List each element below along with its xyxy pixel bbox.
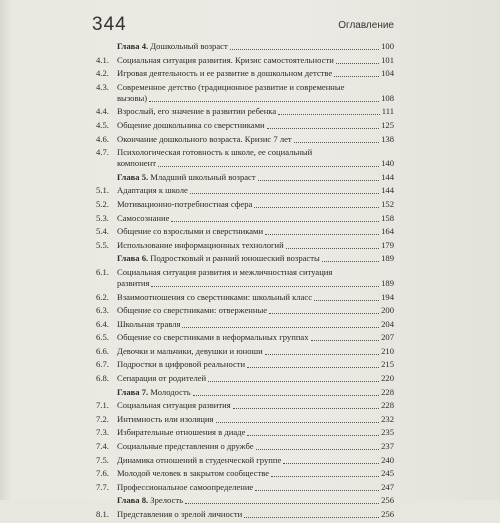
- toc-entry-title: вызовы): [117, 92, 148, 103]
- toc-entry: [96, 55, 394, 66]
- toc-entry: [96, 482, 394, 493]
- toc-entry: [96, 82, 394, 104]
- page-number: 344: [92, 14, 127, 35]
- dot-leader: [258, 179, 379, 181]
- toc-entry: [96, 373, 394, 384]
- chapter-title: Дошкольный возраст: [148, 41, 228, 51]
- chapter-title: Подростковый и ранний юношеский возрасты: [148, 253, 320, 264]
- toc-entry-number: 6.3.: [96, 305, 109, 316]
- toc-page-number: 164: [381, 226, 394, 237]
- chapter-label: Глава 4.: [117, 41, 149, 51]
- toc-entry-number: 4.7.: [96, 147, 109, 158]
- toc-page-number: 200: [381, 305, 394, 316]
- toc-entry-title: Девочки и мальчики, девушки и юноши: [117, 345, 263, 356]
- dot-leader: [247, 434, 379, 436]
- toc-page-number: 138: [381, 133, 394, 144]
- toc-entry-number: 6.6.: [96, 345, 109, 356]
- toc-entry-title: Современное детство (традиционное развитие и современные: [117, 81, 345, 92]
- chapter-label: Глава 6.: [117, 253, 149, 264]
- toc-entry-title: Общение со взрослыми и сверстниками: [117, 226, 264, 237]
- toc-entry-title: Социальная ситуация развития и межличностная ситуация: [117, 266, 333, 277]
- dot-leader: [149, 100, 379, 102]
- toc-page-number: 189: [381, 277, 394, 288]
- toc-entry-title: Окончание дошкольного возраста. Кризис 7 лет: [117, 133, 292, 144]
- dot-leader: [254, 206, 379, 208]
- dot-leader: [314, 299, 379, 301]
- dot-leader: [283, 462, 379, 464]
- chapter-label: Глава 8.: [117, 495, 149, 506]
- toc-entry: [96, 359, 394, 370]
- toc-entry: [96, 305, 394, 316]
- dot-leader: [171, 220, 379, 222]
- dot-leader: [294, 141, 379, 143]
- toc-entry: [96, 427, 394, 438]
- toc-entry: [96, 400, 394, 411]
- toc-page-number: 228: [381, 386, 394, 397]
- dot-leader: [265, 233, 379, 235]
- toc-entry-title: Школьная травля: [117, 318, 181, 329]
- toc-page-number: 179: [381, 239, 394, 250]
- dot-leader: [334, 75, 379, 77]
- dot-leader: [190, 192, 379, 194]
- dot-leader: [244, 516, 379, 518]
- toc-entry-title: Социальная ситуация развития: [117, 400, 231, 411]
- toc-entry-title: Сепарация от родителей: [117, 373, 207, 384]
- toc-entry-title: Самосознание: [117, 212, 170, 223]
- dot-leader: [267, 127, 379, 129]
- toc-page-number: 189: [381, 253, 394, 264]
- toc-entry-title: Интимность или изоляция: [117, 413, 214, 424]
- toc-entry: [96, 441, 394, 452]
- toc-entry-number: 7.3.: [96, 427, 109, 438]
- dot-leader: [256, 448, 380, 450]
- toc-entry-number: 4.2.: [96, 68, 109, 79]
- toc-entry-number: 6.7.: [96, 359, 109, 370]
- toc-page-number: 228: [381, 400, 394, 411]
- toc-entry: [96, 319, 394, 330]
- toc-entry-title: Мотивационно-потребностная сфера: [117, 198, 253, 209]
- dot-leader: [216, 421, 380, 423]
- toc-entry-number: 7.5.: [96, 454, 109, 465]
- toc-entry: [96, 240, 394, 251]
- toc-entry: [96, 68, 394, 79]
- toc-entry: [96, 455, 394, 466]
- chapter-title: Зрелость: [148, 495, 184, 506]
- chapter-title: Младший школьный возраст: [148, 171, 256, 182]
- toc-page-number: 144: [381, 185, 394, 196]
- toc-entry-number: 4.1.: [96, 54, 109, 65]
- dot-leader: [311, 339, 380, 341]
- toc-entry: [96, 468, 394, 479]
- dot-leader: [151, 285, 379, 287]
- toc-entry: [96, 134, 394, 145]
- toc-page-number: 245: [381, 468, 394, 479]
- toc-entry: [96, 185, 394, 196]
- toc-entry-title: Социальная ситуация развития. Кризис самостоятельности: [117, 54, 334, 65]
- toc-entry-number: 6.8.: [96, 373, 109, 384]
- toc-entry: [96, 199, 394, 210]
- dot-leader: [185, 502, 379, 504]
- toc-entry-number: 5.2.: [96, 198, 109, 209]
- toc-entry-title: Профессиональное самоопределение: [117, 481, 254, 492]
- toc-entry-number: 5.4.: [96, 226, 109, 237]
- toc-page-number: 256: [381, 495, 394, 506]
- toc-entry-number: 6.5.: [96, 332, 109, 343]
- toc-chapter: [96, 172, 394, 183]
- toc-entry: [96, 332, 394, 343]
- running-title: Оглавление: [338, 20, 394, 31]
- toc-page-number: 111: [381, 106, 394, 117]
- toc-entry-number: 7.4.: [96, 441, 109, 452]
- dot-leader: [247, 366, 379, 368]
- toc-entry-title: Молодой человек в закрытом сообществе: [117, 468, 270, 479]
- toc-entry-title: Общение со сверстниками: отверженные: [117, 305, 268, 316]
- toc-entry-title: Психологическая готовность к школе, ее социальный: [117, 147, 313, 158]
- toc-entry-number: 7.2.: [96, 413, 109, 424]
- toc-entry-title: развития: [117, 277, 150, 288]
- chapter-title: Молодость: [148, 386, 191, 397]
- toc-entry-title: Социальные представления о дружбе: [117, 441, 254, 452]
- toc-entry: [96, 292, 394, 303]
- toc-page-number: 235: [381, 427, 394, 438]
- dot-leader: [193, 394, 379, 396]
- toc-entry-number: 5.5.: [96, 239, 109, 250]
- toc-entry-title: Игровая деятельность и ее развитие в дошкольном детстве: [117, 68, 333, 79]
- toc-entry: [96, 267, 394, 289]
- dot-leader: [322, 260, 379, 262]
- toc-entry-number: 4.3.: [96, 81, 109, 92]
- toc-page-number: 215: [381, 359, 394, 370]
- dot-leader: [286, 247, 379, 249]
- toc-entry-number: 4.6.: [96, 133, 109, 144]
- toc-entry: [96, 147, 394, 169]
- dot-leader: [255, 489, 379, 491]
- toc-entry-title: Подростки в цифровой реальности: [117, 359, 246, 370]
- toc-page-number: 240: [381, 454, 394, 465]
- toc-entry: [96, 346, 394, 357]
- dot-leader: [278, 113, 380, 115]
- toc-entry-title: Взрослый, его значение в развитии ребенка: [117, 106, 277, 117]
- toc-entry-title: Общение со сверстниками в неформальных группах: [117, 332, 309, 343]
- toc-entry-number: 6.4.: [96, 318, 109, 329]
- dot-leader: [182, 326, 379, 328]
- dot-leader: [271, 475, 379, 477]
- toc-entry-number: 5.1.: [96, 185, 109, 196]
- toc-page-number: 220: [381, 373, 394, 384]
- toc-entry-number: 5.3.: [96, 212, 109, 223]
- toc-page-number: 194: [381, 291, 394, 302]
- toc-entry: [96, 120, 394, 131]
- toc-page-number: 247: [381, 481, 394, 492]
- toc-page-number: 256: [381, 509, 394, 519]
- toc-page-number: 140: [381, 158, 394, 169]
- toc-entry-number: 7.1.: [96, 400, 109, 411]
- toc-entry-title: Избирательные отношения в диаде: [117, 427, 246, 438]
- toc-page-number: 100: [381, 41, 394, 51]
- chapter-label: Глава 5.: [117, 171, 149, 182]
- toc-page-number: 104: [381, 68, 394, 79]
- toc-page-number: 152: [381, 198, 394, 209]
- toc-chapter: [96, 495, 394, 506]
- toc-entry-title: компонент: [117, 158, 156, 169]
- toc-entry: [96, 509, 394, 520]
- toc-page-number: 108: [381, 92, 394, 103]
- toc-entry-title: Адаптация к школе: [117, 185, 188, 196]
- dot-leader: [208, 380, 379, 382]
- toc-page-number: 210: [381, 345, 394, 356]
- toc-chapter: [96, 41, 394, 52]
- dot-leader: [336, 62, 379, 64]
- toc-entry: [96, 414, 394, 425]
- dot-leader: [233, 407, 379, 409]
- toc-page-number: 204: [381, 318, 394, 329]
- toc-page-number: 101: [381, 54, 394, 65]
- toc-entry-title: Динамика отношений в студенческой группе: [117, 454, 282, 465]
- toc-page-number: 232: [381, 413, 394, 424]
- toc-entry: [96, 226, 394, 237]
- dot-leader: [230, 48, 379, 50]
- toc-entry-number: 7.7.: [96, 481, 109, 492]
- toc-page-number: 144: [381, 171, 394, 182]
- toc-entry: [96, 106, 394, 117]
- toc-chapter: [96, 253, 394, 264]
- toc-page-number: 158: [381, 212, 394, 223]
- dot-leader: [269, 312, 379, 314]
- dot-leader: [265, 353, 379, 355]
- toc-page-number: 207: [381, 332, 394, 343]
- toc-entry: [96, 213, 394, 224]
- toc-entry-number: 6.2.: [96, 291, 109, 302]
- toc-entry-number: 4.5.: [96, 119, 109, 130]
- toc-entry-title: Общение дошкольника со сверстниками: [117, 119, 265, 130]
- toc-entry-number: 7.6.: [96, 468, 109, 479]
- toc-chapter: [96, 387, 394, 398]
- toc-entry-number: 4.4.: [96, 106, 109, 117]
- toc-page-number: 237: [381, 441, 394, 452]
- toc-entry-number: 6.1.: [96, 266, 109, 277]
- toc-entry-title: Взаимоотношения со сверстниками: школьный класс: [117, 291, 313, 302]
- toc-entry-title: Представления о зрелой личности: [117, 509, 243, 519]
- toc-page-number: 125: [381, 119, 394, 130]
- dot-leader: [158, 165, 379, 167]
- chapter-label: Глава 7.: [117, 386, 149, 397]
- toc-entry-title: Использование информационных технологий: [117, 239, 284, 250]
- page-header: [92, 16, 394, 38]
- table-of-contents: [96, 41, 394, 523]
- toc-entry-number: 8.1.: [96, 509, 109, 519]
